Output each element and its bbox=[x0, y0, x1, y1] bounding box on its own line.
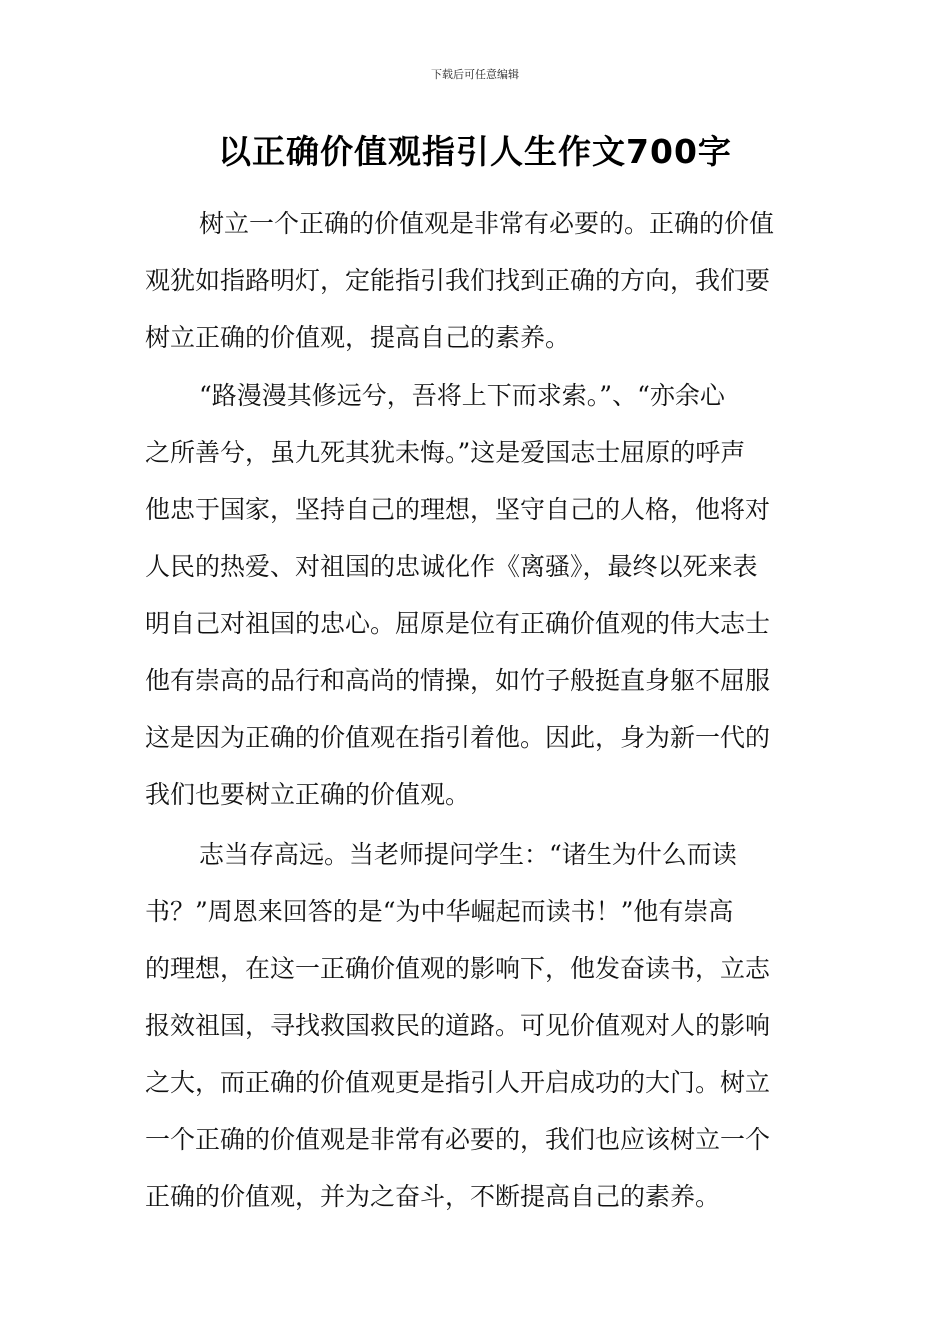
paragraph-line: 正确的价值观，并为之奋斗，不断提高自己的素养。 bbox=[145, 1182, 721, 1211]
paragraph-line: 书？”周恩来回答的是“为中华崛起而读书！”他有崇高 bbox=[145, 897, 734, 926]
document-title: 以正确价值观指引人生作文700字 bbox=[218, 132, 732, 171]
paragraph-line: 树立一个正确的价值观是非常有必要的。正确的价值 bbox=[199, 209, 775, 238]
header-note: 下载后可任意编辑 bbox=[431, 68, 519, 81]
paragraph-line: 这是因为正确的价值观在指引着他。因此，身为新一代的 bbox=[145, 723, 771, 752]
paragraph-line: 观犹如指路明灯，定能指引我们找到正确的方向，我们要 bbox=[145, 266, 771, 295]
paragraph-line: 之大，而正确的价值观更是指引人开启成功的大门。树立 bbox=[145, 1068, 771, 1097]
paragraph-line: 的理想，在这一正确价值观的影响下，他发奋读书，立志 bbox=[145, 954, 771, 983]
paragraph-2 bbox=[145, 367, 807, 823]
paragraph-line: 人民的热爱、对祖国的忠诚化作《离骚》，最终以死来表 bbox=[145, 552, 758, 581]
paragraph-line: 报效祖国，寻找救国救民的道路。可见价值观对人的影响 bbox=[145, 1011, 771, 1040]
paragraph-line: 之所善兮，虽九死其犹未悔。”这是爱国志士屈原的呼声 bbox=[145, 438, 746, 467]
paragraph-line: 我们也要树立正确的价值观。 bbox=[145, 780, 471, 809]
paragraph-1 bbox=[145, 195, 807, 366]
paragraph-line: 他有崇高的品行和高尚的情操，如竹子般挺直身躯不屈服 bbox=[145, 666, 771, 695]
paragraph-3 bbox=[145, 826, 807, 1225]
paragraph-line: 他忠于国家，坚持自己的理想，坚守自己的人格，他将对 bbox=[145, 495, 771, 524]
paragraph-line: 树立正确的价值观，提高自己的素养。 bbox=[145, 323, 571, 352]
paragraph-line: 志当存高远。当老师提问学生：“诸生为什么而读 bbox=[199, 840, 737, 869]
paragraph-line: 明自己对祖国的忠心。屈原是位有正确价值观的伟大志士 bbox=[145, 609, 771, 638]
paragraph-line: 一个正确的价值观是非常有必要的，我们也应该树立一个 bbox=[145, 1125, 771, 1154]
paragraph-line: “路漫漫其修远兮，吾将上下而求索。”、“亦余心 bbox=[199, 381, 725, 410]
